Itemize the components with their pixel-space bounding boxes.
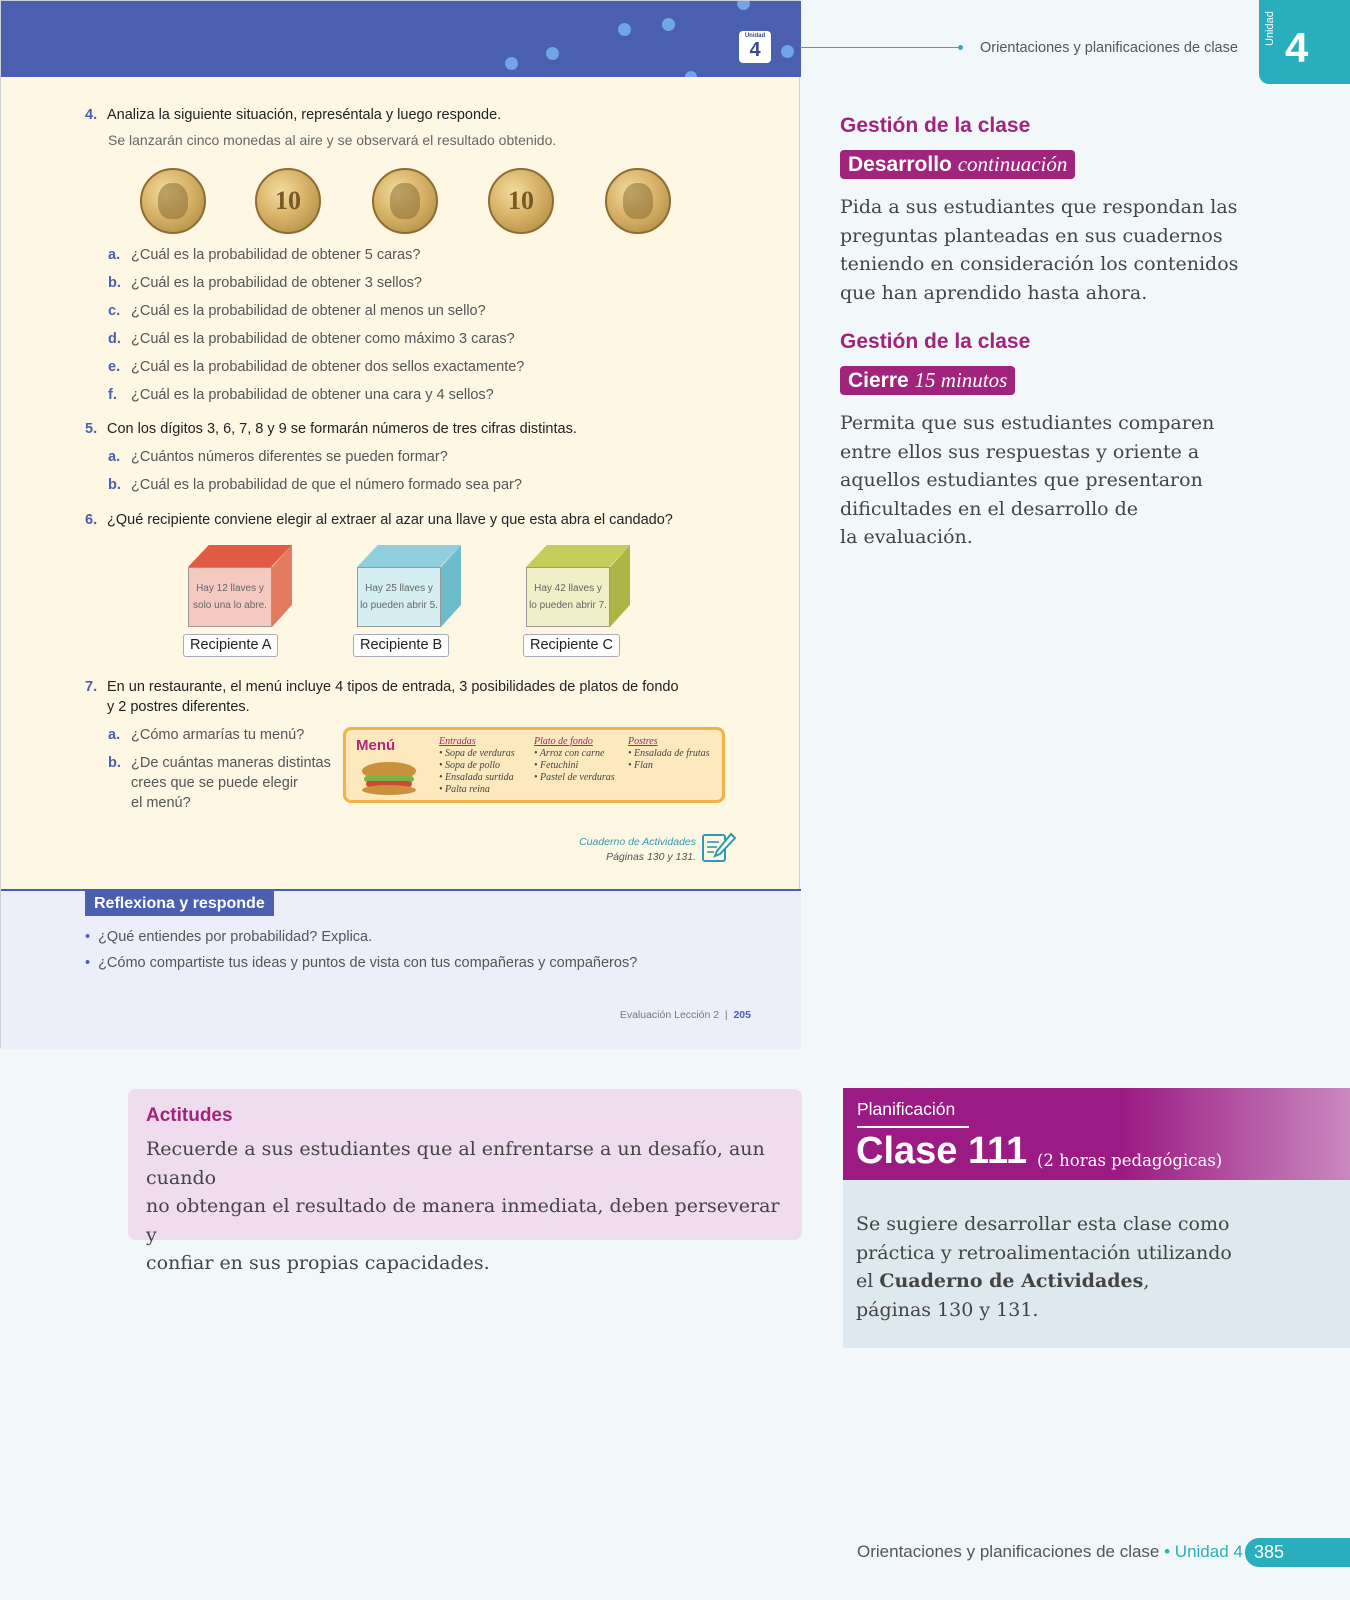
coin-heads-image <box>140 168 206 234</box>
reflexiona-title: Reflexiona y responde <box>85 891 274 916</box>
unit-badge-number: 4 <box>749 39 761 61</box>
decor-dot <box>618 23 631 36</box>
student-page <box>0 0 800 1048</box>
planificacion-underline <box>857 1126 969 1128</box>
page-banner <box>1 1 801 77</box>
container-a-image: Hay 12 llaves y solo una lo abre. <box>188 545 292 627</box>
menu-column-entradas: Entradas • Sopa de verduras • Sopa de pollo • Ensalada surtida • Palta reina <box>439 736 515 795</box>
planificacion-body <box>843 1180 1350 1348</box>
decor-dot <box>737 1 750 10</box>
coin-value: 10 <box>275 186 301 215</box>
sub-question: b. ¿Cuál es la probabilidad de obtener 3 sellos? <box>108 275 422 291</box>
decor-dot <box>685 71 697 77</box>
menu-column-postres: Postres • Ensalada de frutas • Flan <box>628 736 710 771</box>
decor-dot <box>505 57 518 70</box>
sub-question: b. ¿Cuál es la probabilidad de que el número formado sea par? <box>108 477 522 493</box>
planificacion-text: Se sugiere desarrollar esta clase como práctica y retroalimentación utilizando el Cuaderno de Actividades, páginas 130 y 131. <box>856 1213 1232 1321</box>
sandwich-icon <box>362 760 416 796</box>
desarrollo-badge: Desarrollo continuación <box>840 150 1075 179</box>
student-page-footer: Evaluación Lección 2 | 205 <box>619 1009 751 1021</box>
question-6: 6. ¿Qué recipiente conviene elegir al extraer al azar una llave y que esta abra el candado? <box>85 512 673 528</box>
workbook-reference: Cuaderno de Actividades Páginas 130 y 131. <box>579 836 696 863</box>
container-c-label: Recipiente C <box>523 634 620 657</box>
decor-dot <box>781 45 794 58</box>
menu-title: Menú <box>356 737 396 754</box>
question-number: 4. <box>85 107 98 123</box>
sub-question: c. ¿Cuál es la probabilidad de obtener al menos un sello? <box>108 303 486 319</box>
sub-question: a. ¿Cuál es la probabilidad de obtener 5 caras? <box>108 247 421 263</box>
clase-hours: (2 horas pedagógicas) <box>1037 1151 1223 1170</box>
planificacion-label: Planificación <box>857 1099 956 1119</box>
container-c-image: Hay 42 llaves y lo pueden abrir 7. <box>526 545 630 627</box>
cierre-paragraph: Permita que sus estudiantes comparen entre ellos sus respuestas y oriente a aquellos estudiantes que presentaron dificultades en el desarrollo de la evaluación. <box>840 412 1215 548</box>
menu-card <box>343 727 725 803</box>
actitudes-title: Actitudes <box>146 1105 233 1126</box>
container-b-label: Recipiente B <box>353 634 449 657</box>
unit-tab-number: 4 <box>1285 24 1309 71</box>
coin-heads-image <box>605 168 671 234</box>
unit-badge <box>739 31 771 63</box>
decor-dot <box>662 18 675 31</box>
reflexiona-section <box>1 889 801 1049</box>
coin-tails-image <box>488 168 554 234</box>
gestion-title: Gestión de la clase <box>840 330 1031 353</box>
desarrollo-paragraph: Pida a sus estudiantes que respondan las preguntas planteadas en sus cuadernos teniendo en consideración los contenidos que han aprendido hasta ahora. <box>840 196 1239 304</box>
question-4-intro: Se lanzarán cinco monedas al aire y se observará el resultado obtenido. <box>108 132 557 148</box>
gestion-title: Gestión de la clase <box>840 114 1031 137</box>
coin-value: 10 <box>508 186 534 215</box>
header-title: Orientaciones y planificaciones de clase <box>980 40 1238 56</box>
clase-number: Clase 111 <box>856 1130 1028 1172</box>
reflexiona-bullet: • ¿Cómo compartiste tus ideas y puntos de vista con tus compañeras y compañeros? <box>85 955 637 971</box>
question-4 <box>85 105 735 125</box>
sub-question: b. ¿De cuántas maneras distintas crees que se puede elegir el menú? <box>108 755 331 811</box>
notebook-pencil-icon <box>701 831 737 863</box>
container-a-label: Recipiente A <box>183 634 278 657</box>
actitudes-box <box>128 1089 802 1274</box>
question-text: Analiza la siguiente situación, represéntala y luego responde. <box>107 107 502 123</box>
cierre-badge: Cierre 15 minutos <box>840 366 1015 395</box>
page-footer: Orientaciones y planificaciones de clase • Unidad 4 <box>857 1542 1243 1561</box>
sub-question: d. ¿Cuál es la probabilidad de obtener como máximo 3 caras? <box>108 331 515 347</box>
coin-tails-image <box>255 168 321 234</box>
actitudes-text: Recuerde a sus estudiantes que al enfrentarse a un desafío, aun cuando no obtengan el resultado de manera inmediata, deben perseverar y confiar en sus propias capacidades. <box>146 1138 780 1274</box>
reflexiona-bullet: • ¿Qué entiendes por probabilidad? Explica. <box>85 929 372 945</box>
decor-dot <box>546 47 559 60</box>
sub-question: f. ¿Cuál es la probabilidad de obtener una cara y 4 sellos? <box>108 387 494 403</box>
question-5: 5. Con los dígitos 3, 6, 7, 8 y 9 se formarán números de tres cifras distintas. <box>85 421 577 437</box>
sub-question: a. ¿Cómo armarías tu menú? <box>108 727 305 743</box>
unit-tab-label: Unidad <box>1264 11 1276 46</box>
container-b-image: Hay 25 llaves y lo pueden abrir 5. <box>357 545 461 627</box>
sub-question: e. ¿Cuál es la probabilidad de obtener dos sellos exactamente? <box>108 359 525 375</box>
question-7: 7. En un restaurante, el menú incluye 4 tipos de entrada, 3 posibilidades de platos de fondo y 2 postres diferentes. <box>85 679 679 715</box>
unit-tab <box>1259 0 1350 84</box>
header-rule-dot <box>958 45 963 50</box>
page-number: 385 <box>1245 1538 1350 1567</box>
planificacion-header <box>843 1088 1350 1180</box>
sub-question: a. ¿Cuántos números diferentes se pueden formar? <box>108 449 448 465</box>
unit-badge-label: Unidad <box>744 33 766 39</box>
header-rule <box>800 47 960 48</box>
menu-column-plato-fondo: Plato de fondo • Arroz con carne • Fetuchini • Pastel de verduras <box>534 736 615 783</box>
coin-heads-image <box>372 168 438 234</box>
